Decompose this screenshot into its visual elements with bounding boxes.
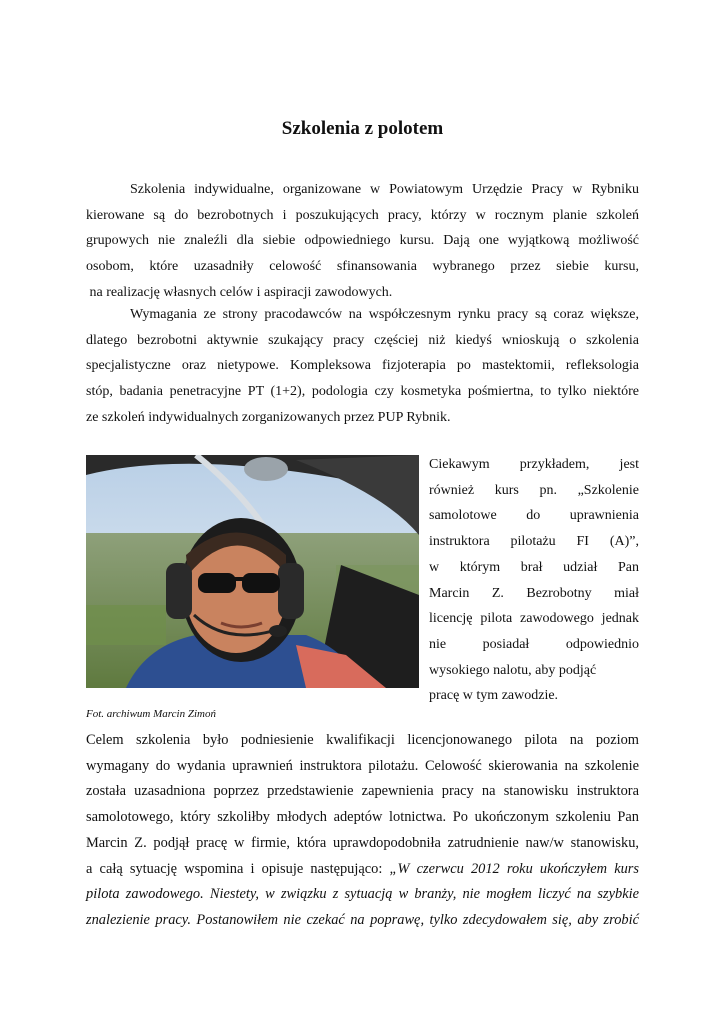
text-line: wysokiego nalotu, aby podjąć	[429, 662, 597, 678]
text-line: kierowane są do bezrobotnych i poszukujących pracy, którzy w rocznym planie szkoleń	[86, 207, 639, 223]
text-line: instruktora pilotażu FI (A)”,	[429, 534, 639, 550]
paragraph-requirements	[86, 302, 639, 431]
text-line: pracę w tym zawodzie.	[429, 688, 559, 704]
page-title: Szkolenia z polotem	[281, 118, 444, 139]
text-line: wymagany do wydania uprawnień instruktora pilotażu. Celowość skierowania na szkolenie	[86, 757, 639, 774]
text-line: na realizację własnych celów i aspiracji zawodowych.	[86, 284, 393, 300]
quote-start: „W czerwcu 2012 roku ukończyłem kurs	[389, 860, 640, 877]
photo-caption: Fot. archiwum Marcin Zimoń	[86, 708, 216, 720]
text-line: nie posiadał odpowiednio	[429, 636, 639, 652]
text-line: dlatego bezrobotni aktywnie szukający pracy częściej niż kiedyś wnioskują o szkolenia	[86, 332, 639, 348]
text-line: Marcin Z. Bezrobotny miał	[429, 585, 639, 601]
paragraph-training-goal	[86, 728, 639, 934]
quote-line: znalezienie pracy. Postanowiłem nie czekać na poprawę, tylko zdecydowałem się, aby zrobić	[86, 911, 639, 928]
text-line: została uzasadniona poprzez przedstawienie zapewnienia pracy na stanowisku instruktora	[86, 783, 639, 800]
text-line: licencję pilota zawodowego jednak	[429, 611, 639, 627]
text-line	[86, 857, 639, 883]
pilot-photo	[86, 455, 419, 688]
text-line: Ciekawym przykładem, jest	[429, 457, 639, 472]
side-text	[429, 452, 639, 709]
text-normal: a całą sytuację wspomina i opisuje następująco:	[86, 860, 390, 877]
quote-line: pilota zawodowego. Niestety, w związku z sytuacją w branży, nie mogłem liczyć na szybkie	[86, 886, 639, 903]
text-line: specjalistyczne oraz nietypowe. Kompleksowa fizjoterapia po mastektomii, refleksologia	[86, 358, 639, 374]
text-line	[86, 882, 639, 908]
text-line: Marcin Z. podjął pracę w firmie, która uprawdopodobniła zatrudnienie naw/w stanowisku,	[86, 834, 639, 851]
text-line: osobom, które uzasadniły celowość sfinansowania wybranego przez siebie kursu,	[86, 259, 639, 275]
text-line: również kurs pn. „Szkolenie	[429, 482, 639, 498]
text-line: Celem szkolenia było podniesienie kwalifikacji licencjonowanego pilota na poziom	[86, 732, 639, 748]
text-line: samolotowego, który szkoliłby młodych adeptów lotnictwa. Po ukończonym szkoleniu Pan	[86, 809, 639, 826]
paragraph-intro	[86, 177, 639, 306]
text-line: w którym brał udział Pan	[429, 559, 639, 575]
text-line: samolotowe do uprawnienia	[429, 508, 639, 524]
text-line: ze szkoleń indywidualnych zorganizowanych przez PUP Rybnik.	[86, 409, 451, 425]
text-line: grupowych nie znaleźli dla siebie odpowiedniego kursu. Dają one wyjątkową możliwość	[86, 233, 639, 249]
text-line: Szkolenia indywidualne, organizowane w Powiatowym Urzędzie Pracy w Rybniku	[130, 182, 639, 197]
text-line	[86, 908, 639, 934]
text-line: Wymagania ze strony pracodawców na współczesnym rynku pracy są coraz większe,	[130, 307, 639, 322]
text-line: stóp, badania penetracyjne PT (1+2), podologia czy kosmetyka pośmiertna, to tylko niektóre	[86, 384, 639, 400]
